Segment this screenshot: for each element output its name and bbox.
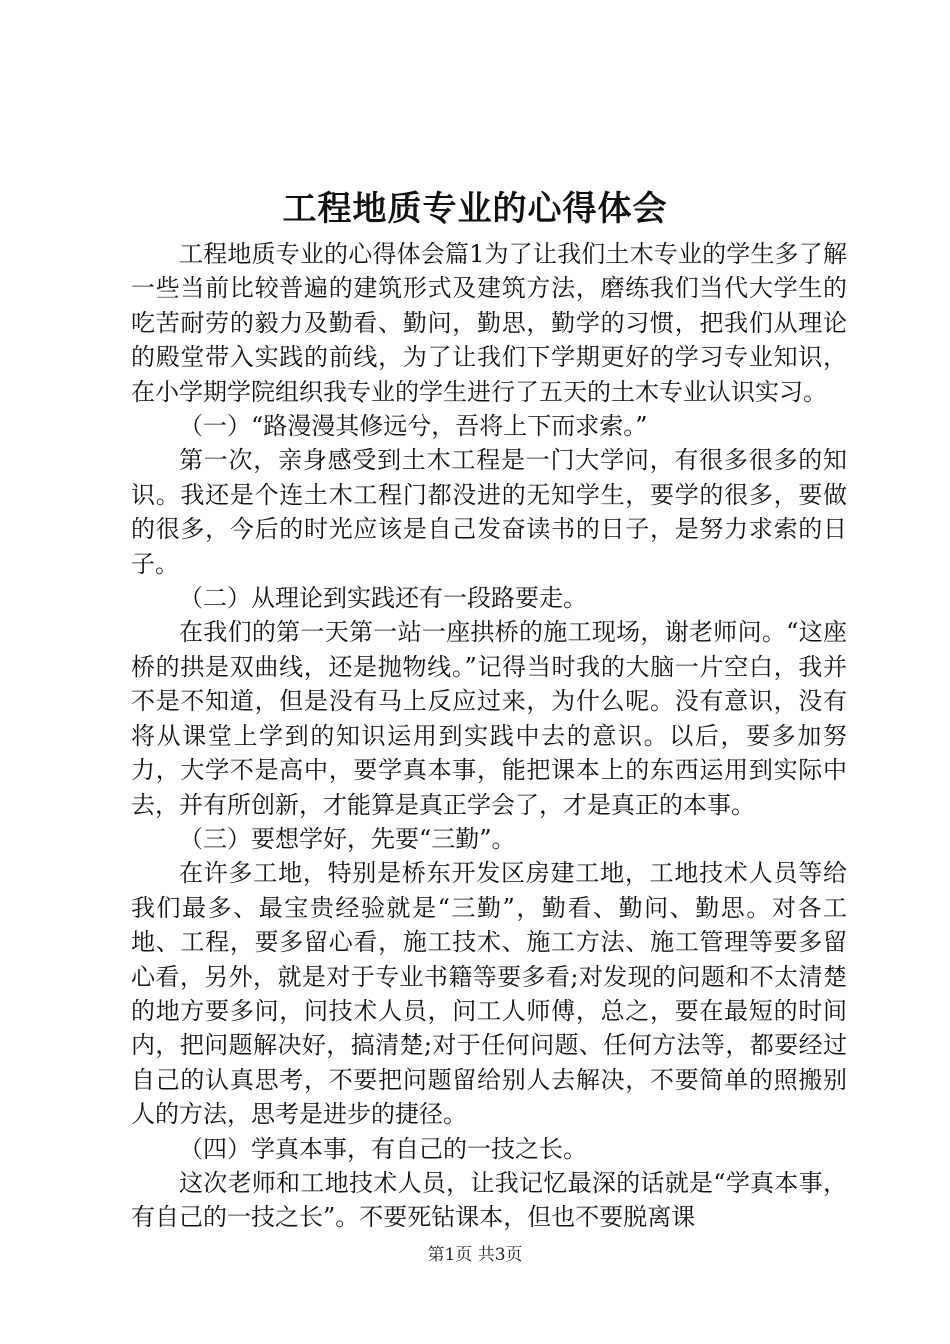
document-body <box>131 237 847 1235</box>
section-heading: （二）从理论到实践还有一段路要走。 <box>179 584 587 613</box>
section-heading: （四）学真本事，有自己的一技之长。 <box>179 1134 587 1163</box>
paragraph: 第一次，亲身感受到土木工程是一门大学问，有很多很多的知识。我还是个连土木工程门都没进的无知学生，要学的很多，要做的很多，今后的时光应该是自己发奋读书的日子，是努力求索的日子。 <box>131 446 847 578</box>
page-footer: 第1页 共3页 <box>427 1245 523 1265</box>
document-title: 工程地质专业的心得体会 <box>282 189 668 229</box>
paragraph: 在许多工地，特别是桥东开发区房建工地，工地技术人员等给我们最多、最宝贵经验就是“三勤”，勤看、勤问、勤思。对各工地、工程，要多留心看，施工技术、施工方法、施工管理等要多留心看，另外，就是对于专业书籍等要多看;对发现的问题和不太清楚的地方要多问，问技术人员，问工人师傅，总之，要在最短的时间内，把问题解决好，搞清楚;对于任何问题、任何方法等，都要经过自己的认真思考，不要把问题留给别人去解决，不要简单的照搬别人的方法，思考是进步的捷径。 <box>131 859 847 1129</box>
paragraph: 这次老师和工地技术人员，让我记忆最深的话就是“学真本事，有自己的一技之长”。不要死钻课本，但也不要脱离课 <box>131 1168 847 1232</box>
paragraph: 工程地质专业的心得体会篇1为了让我们土木专业的学生多了解一些当前比较普遍的建筑形式及建筑方法，磨练我们当代大学生的吃苦耐劳的毅力及勤看、勤问，勤思，勤学的习惯，把我们从理论的殿堂带入实践的前线，为了让我们下学期更好的学习专业知识，在小学期学院组织我专业的学生进行了五天的土木专业认识实习。 <box>131 240 847 406</box>
section-heading: （一）“路漫漫其修远兮，吾将上下而求索。” <box>179 412 648 441</box>
section-heading: （三）要想学好，先要“三勤”。 <box>179 824 516 853</box>
paragraph: 在我们的第一天第一站一座拱桥的施工现场，谢老师问。“这座桥的拱是双曲线，还是抛物线。”记得当时我的大脑一片空白，我并不是不知道，但是没有马上反应过来，为什么呢。没有意识，没有将从课堂上学到的知识运用到实践中去的意识。以后，要多加努力，大学不是高中，要学真本事，能把课本上的东西运用到实际中去，并有所创新，才能算是真正学会了，才是真正的本事。 <box>131 618 847 819</box>
